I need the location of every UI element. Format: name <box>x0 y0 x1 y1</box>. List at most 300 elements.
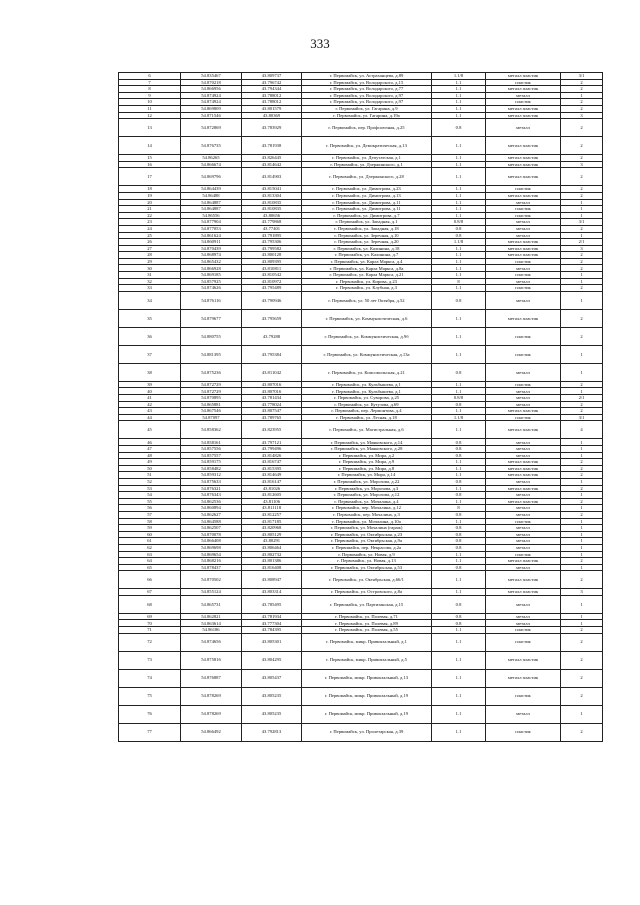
cell-longitude: 43.795306 <box>242 239 302 246</box>
cell-latitude: 54.874924 <box>181 99 242 106</box>
cell-container-volume: 0.8 <box>432 531 486 538</box>
cell-container-material: металл пластик <box>486 245 561 252</box>
cell-container-count: 1 <box>561 206 603 213</box>
cell-address: г. Первомайск, ул. Кульбышева, д.1 <box>302 388 432 395</box>
table-row <box>119 414 603 421</box>
cell-container-volume: 1.1 <box>432 421 486 439</box>
cell-address: г. Первомайск, ул. Коммунистическая, д.9б <box>302 327 432 345</box>
cell-longitude: 43.805235 <box>242 687 302 705</box>
cell-latitude: 54.860911 <box>181 239 242 246</box>
cell-row-number: 72 <box>119 633 181 651</box>
cell-container-material: металл пластик <box>486 73 561 80</box>
cell-address: г. Первомайск, ул. Партизанская, д.15 <box>302 595 432 613</box>
cell-address: г. Первомайск, ул. Комсомольская, д.21 <box>302 363 432 381</box>
cell-latitude: 54.858482 <box>181 465 242 472</box>
cell-address: г. Первомайск, ул. Володарского, д.97 <box>302 99 432 106</box>
cell-row-number: 53 <box>119 485 181 492</box>
cell-container-material: пластик <box>486 186 561 193</box>
cell-address: г. Первомайск, ул. Морозова, д.22 <box>302 478 432 485</box>
cell-container-volume: 1.1 <box>432 687 486 705</box>
cell-longitude: 43.794344 <box>242 86 302 93</box>
cell-address: г. Первомайск, ул. Октябрьская, д.23 <box>302 531 432 538</box>
cell-latitude: 54.860894 <box>181 505 242 512</box>
cell-latitude: 54.855124 <box>181 589 242 596</box>
cell-address: г. Первомайск, ул. Маяковского, д.14 <box>302 439 432 446</box>
cell-container-material: пластик <box>486 414 561 421</box>
cell-longitude: 43.812605 <box>242 492 302 499</box>
cell-container-volume: 1.1 <box>432 161 486 168</box>
cell-address: г. Первомайск, ул. Пролетарская, д.39 <box>302 723 432 741</box>
cell-container-material: металл <box>486 446 561 453</box>
cell-latitude: 54.863614 <box>181 620 242 627</box>
cell-container-volume: 1.1 <box>432 485 486 492</box>
cell-container-count: 2 <box>561 105 603 112</box>
cell-address: г. Первомайск, ул. Суворова, д.25 <box>302 395 432 402</box>
cell-container-material: металл <box>486 265 561 272</box>
cell-container-material: металл <box>486 511 561 518</box>
cell-container-material: металл пластик <box>486 168 561 186</box>
cell-container-count: 1 <box>561 705 603 723</box>
cell-latitude: 54.880755 <box>181 327 242 345</box>
cell-latitude: 54.872729 <box>181 381 242 388</box>
table-row <box>119 161 603 168</box>
table-row <box>119 408 603 415</box>
cell-container-material: металл пластик <box>486 239 561 246</box>
cell-longitude: 43.807016 <box>242 381 302 388</box>
cell-row-number: 49 <box>119 459 181 466</box>
table-row <box>119 620 603 627</box>
cell-longitude: 43.802732 <box>242 551 302 558</box>
cell-address: г. Первомайск, ул. Дзержинского, д.1 <box>302 161 432 168</box>
cell-longitude: 43.81026 <box>242 485 302 492</box>
cell-address: г. Первомайск, ул. Астраханцева, д.89 <box>302 73 432 80</box>
cell-container-volume: 0.8 <box>432 446 486 453</box>
table-row <box>119 272 603 279</box>
cell-container-volume: 1.1 <box>432 99 486 106</box>
cell-longitude: 43.810835 <box>242 206 302 213</box>
cell-address: г. Первомайск, ул. Островского, д.8а <box>302 589 432 596</box>
cell-row-number: 6 <box>119 73 181 80</box>
cell-longitude: 43.783929 <box>242 119 302 137</box>
cell-container-volume: 1.1/8 <box>432 73 486 80</box>
cell-row-number: 22 <box>119 212 181 219</box>
cell-container-material: пластик <box>486 272 561 279</box>
cell-address: г. Первомайск, микр. Привокзальный, д.1 <box>302 633 432 651</box>
cell-container-count: 2 <box>561 99 603 106</box>
table-row <box>119 525 603 532</box>
cell-longitude: 43.779868 <box>242 219 302 226</box>
table-row <box>119 363 603 381</box>
cell-container-material: металл <box>486 119 561 137</box>
cell-address: г. Первомайск, ул. Кирова, д.23 <box>302 278 432 285</box>
cell-address: г. Первомайск, пер. Некрасова, д.2а <box>302 544 432 551</box>
cell-longitude: 43.812257 <box>242 511 302 518</box>
cell-container-volume: 1.1 <box>432 518 486 525</box>
cell-container-count: 2 <box>561 401 603 408</box>
cell-container-count: 2 <box>561 459 603 466</box>
cell-container-material: металл <box>486 531 561 538</box>
cell-latitude: 54.868974 <box>181 252 242 259</box>
table-row <box>119 465 603 472</box>
cell-row-number: 23 <box>119 219 181 226</box>
table-row <box>119 186 603 193</box>
cell-longitude: 43.804295 <box>242 651 302 669</box>
cell-longitude: 43.807016 <box>242 388 302 395</box>
cell-container-volume: 0.8 <box>432 525 486 532</box>
cell-latitude: 54.86488 <box>181 192 242 199</box>
cell-container-count: 2 <box>561 327 603 345</box>
cell-container-material: пластик <box>486 627 561 634</box>
cell-container-count: 1 <box>561 620 603 627</box>
cell-container-material: металл пластик <box>486 137 561 155</box>
cell-address: г. Первомайск, ул. Кульбышева, д.1 <box>302 381 432 388</box>
cell-container-material: металл <box>486 452 561 459</box>
cell-row-number: 65 <box>119 564 181 571</box>
cell-address: г. Первомайск, микр. Привокзальный, д.13 <box>302 669 432 687</box>
cell-longitude: 43.810811 <box>242 265 302 272</box>
cell-container-count: 2 <box>561 155 603 162</box>
cell-container-count: 3 <box>561 161 603 168</box>
cell-address: г. Первомайск, ул. Мочалина, д.4 <box>302 498 432 505</box>
table-row <box>119 439 603 446</box>
cell-container-volume: 1.1 <box>432 551 486 558</box>
cell-longitude: 43.810835 <box>242 199 302 206</box>
cell-container-volume: 1.1 <box>432 252 486 259</box>
cell-container-volume: 0.8 <box>432 363 486 381</box>
cell-longitude: 43.781934 <box>242 613 302 620</box>
cell-container-material: металл пластик <box>486 498 561 505</box>
cell-address: г. Первомайск, ул. Володарского, д.15 <box>302 79 432 86</box>
cell-container-count: 1 <box>561 551 603 558</box>
table-row <box>119 285 603 292</box>
table-row <box>119 168 603 186</box>
cell-container-volume: 0.8/8 <box>432 395 486 402</box>
cell-container-volume: 1.1 <box>432 459 486 466</box>
cell-container-volume: 1.1 <box>432 705 486 723</box>
cell-container-volume: 1.1 <box>432 345 486 363</box>
cell-row-number: 38 <box>119 363 181 381</box>
cell-latitude: 54.871546 <box>181 112 242 119</box>
cell-container-volume: 1.1 <box>432 86 486 93</box>
cell-address: г. Первомайск, ул. Мира, д.2 <box>302 452 432 459</box>
cell-longitude: 43.800128 <box>242 252 302 259</box>
cell-row-number: 59 <box>119 525 181 532</box>
cell-row-number: 21 <box>119 206 181 213</box>
cell-container-volume: 0.8 <box>432 439 486 446</box>
cell-container-volume: 1.1 <box>432 388 486 395</box>
cell-latitude: 54.872869 <box>181 119 242 137</box>
cell-container-count: 3 <box>561 589 603 596</box>
cell-longitude: 43.826445 <box>242 155 302 162</box>
cell-longitude: 43.816408 <box>242 564 302 571</box>
cell-container-volume: 8 <box>432 278 486 285</box>
cell-container-volume: 1.1 <box>432 381 486 388</box>
cell-container-count: 2/1 <box>561 395 603 402</box>
cell-address: г. Первомайск, ул. Демократическая, д.13 <box>302 137 432 155</box>
cell-latitude: 54.878269 <box>181 687 242 705</box>
table-row <box>119 105 603 112</box>
cell-container-count: 2 <box>561 558 603 565</box>
cell-longitude: 43.806464 <box>242 544 302 551</box>
cell-longitude: 43.785495 <box>242 595 302 613</box>
cell-row-number: 13 <box>119 119 181 137</box>
cell-address: г. Первомайск, ул. 50 лет Октября, д.52 <box>302 291 432 309</box>
cell-row-number: 14 <box>119 137 181 155</box>
cell-container-volume: 1.1 <box>432 589 486 596</box>
cell-longitude: 43.814642 <box>242 161 302 168</box>
cell-longitude: 43.811118 <box>242 505 302 512</box>
cell-container-material: пластик <box>486 345 561 363</box>
table-row <box>119 401 603 408</box>
cell-latitude: 54.876887 <box>181 669 242 687</box>
cell-longitude: 43.799496 <box>242 446 302 453</box>
cell-latitude: 54.866956 <box>181 86 242 93</box>
cell-container-count: 4 <box>561 421 603 439</box>
cell-row-number: 46 <box>119 439 181 446</box>
cell-container-material: металл <box>486 538 561 545</box>
table-row <box>119 687 603 705</box>
cell-container-material: металл пластик <box>486 309 561 327</box>
table-row <box>119 613 603 620</box>
cell-longitude: 43.814649 <box>242 472 302 479</box>
cell-latitude: 54.86556 <box>181 212 242 219</box>
cell-container-count: 1 <box>561 613 603 620</box>
cell-longitude: 43.814826 <box>242 452 302 459</box>
cell-longitude: 43.795384 <box>242 345 302 363</box>
cell-address: г. Первомайск, ул. Кутузова, д.69 <box>302 401 432 408</box>
cell-container-volume: 1.1/8 <box>432 414 486 421</box>
cell-latitude: 54.864887 <box>181 206 242 213</box>
cell-container-material: металл <box>486 492 561 499</box>
cell-container-volume: 0.8 <box>432 232 486 239</box>
cell-container-material: металл пластик <box>486 669 561 687</box>
cell-container-count: 2 <box>561 79 603 86</box>
cell-row-number: 41 <box>119 395 181 402</box>
cell-container-material: пластик <box>486 212 561 219</box>
cell-row-number: 37 <box>119 345 181 363</box>
cell-container-volume: 1.1 <box>432 192 486 199</box>
cell-container-count: 2 <box>561 465 603 472</box>
cell-row-number: 34 <box>119 291 181 309</box>
cell-container-count: 1 <box>561 92 603 99</box>
cell-container-count: 2 <box>561 408 603 415</box>
cell-container-count: 2 <box>561 119 603 137</box>
cell-container-count: 1 <box>561 544 603 551</box>
cell-latitude: 54.835467 <box>181 73 242 80</box>
cell-container-count: 1 <box>561 531 603 538</box>
cell-longitude: 43.816747 <box>242 459 302 466</box>
cell-address: г. Первомайск, ул. Маяковского, д.28 <box>302 446 432 453</box>
table-row <box>119 381 603 388</box>
cell-latitude: 54.867546 <box>181 408 242 415</box>
cell-row-number: 67 <box>119 589 181 596</box>
cell-container-count: 2 <box>561 86 603 93</box>
cell-latitude: 54.869185 <box>181 272 242 279</box>
table-row <box>119 498 603 505</box>
cell-container-material: металл <box>486 613 561 620</box>
cell-longitude: 43.809737 <box>242 73 302 80</box>
cell-container-material: металл пластик <box>486 252 561 259</box>
cell-address: г. Первомайск, ул. Димитрова, д.13 <box>302 192 432 199</box>
cell-longitude: 43.820968 <box>242 525 302 532</box>
cell-latitude: 54.870502 <box>181 571 242 589</box>
cell-row-number: 10 <box>119 99 181 106</box>
cell-container-volume: 1.1 <box>432 199 486 206</box>
cell-container-count: 3 <box>561 245 603 252</box>
cell-container-volume: 1.1 <box>432 327 486 345</box>
cell-address: г. Первомайск, микр. Привокзальный, д.19 <box>302 705 432 723</box>
cell-address: г. Первомайск, ул. Западная, д.18 <box>302 225 432 232</box>
cell-container-volume: 1.1 <box>432 105 486 112</box>
cell-row-number: 66 <box>119 571 181 589</box>
cell-longitude: 43.791895 <box>242 232 302 239</box>
table-row <box>119 452 603 459</box>
cell-row-number: 50 <box>119 465 181 472</box>
cell-address: г. Первомайск, ул. Лесная, д.18 <box>302 414 432 421</box>
cell-container-material: пластик <box>486 327 561 345</box>
cell-container-volume: 0.8 <box>432 492 486 499</box>
cell-longitude: 43.809395 <box>242 258 302 265</box>
cell-row-number: 76 <box>119 705 181 723</box>
cell-container-volume: 1.1 <box>432 92 486 99</box>
cell-container-volume: 1.1 <box>432 465 486 472</box>
cell-container-volume: 1.1 <box>432 168 486 186</box>
cell-container-count: 1 <box>561 595 603 613</box>
cell-container-volume: 0.8 <box>432 478 486 485</box>
cell-latitude: 54.857556 <box>181 446 242 453</box>
cell-row-number: 15 <box>119 155 181 162</box>
cell-longitude: 43.805235 <box>242 705 302 723</box>
cell-longitude: 43.801579 <box>242 105 302 112</box>
cell-container-count: 2 <box>561 687 603 705</box>
cell-container-volume: 0.8 <box>432 401 486 408</box>
table-row <box>119 225 603 232</box>
cell-container-count: 2 <box>561 225 603 232</box>
cell-longitude: 43.805301 <box>242 633 302 651</box>
cell-row-number: 33 <box>119 285 181 292</box>
cell-address: г. Первомайск, ул. Новая, д.9 <box>302 551 432 558</box>
table-row <box>119 571 603 589</box>
cell-longitude: 43.813304 <box>242 192 302 199</box>
cell-container-volume: 1.1 <box>432 285 486 292</box>
container-sites-table <box>118 72 603 742</box>
cell-row-number: 55 <box>119 498 181 505</box>
cell-row-number: 45 <box>119 421 181 439</box>
cell-latitude: 54.878437 <box>181 564 242 571</box>
cell-container-material: металл <box>486 278 561 285</box>
cell-latitude: 54.874924 <box>181 92 242 99</box>
cell-container-count: 2/1 <box>561 239 603 246</box>
cell-container-count: 2 <box>561 485 603 492</box>
cell-container-count: 2 <box>561 669 603 687</box>
table-row <box>119 86 603 93</box>
cell-longitude: 43.781938 <box>242 137 302 155</box>
cell-row-number: 12 <box>119 112 181 119</box>
cell-container-count: 3 <box>561 112 603 119</box>
cell-container-volume: 1.1 <box>432 272 486 279</box>
cell-container-count: 2 <box>561 168 603 186</box>
cell-row-number: 43 <box>119 408 181 415</box>
cell-container-volume: 0.8 <box>432 291 486 309</box>
cell-latitude: 54.864887 <box>181 199 242 206</box>
cell-latitude: 54.876321 <box>181 485 242 492</box>
cell-container-count: 2 <box>561 651 603 669</box>
cell-container-material: металл пластик <box>486 465 561 472</box>
cell-address: г. Первомайск, ул. Полевая, д.71 <box>302 613 432 620</box>
cell-latitude: 54.870078 <box>181 531 242 538</box>
cell-container-count: 3/1 <box>561 414 603 421</box>
cell-latitude: 54.869654 <box>181 551 242 558</box>
cell-container-count: 2 <box>561 309 603 327</box>
cell-container-material: металл пластик <box>486 651 561 669</box>
cell-container-count: 1 <box>561 478 603 485</box>
cell-latitude: 54.876343 <box>181 492 242 499</box>
cell-address: г. Первомайск, ул. Западная, д.1 <box>302 219 432 226</box>
cell-latitude: 54.865432 <box>181 258 242 265</box>
cell-address: г. Первомайск, ул. Коммунистическая, д.13а <box>302 345 432 363</box>
cell-address: г. Первомайск, ул. Гагарина, д.9 <box>302 105 432 112</box>
cell-row-number: 63 <box>119 551 181 558</box>
table-row <box>119 219 603 226</box>
cell-container-material: металл пластик <box>486 155 561 162</box>
table-row <box>119 265 603 272</box>
cell-row-number: 11 <box>119 105 181 112</box>
cell-address: г. Первомайск, ул. Мира, д.8 <box>302 465 432 472</box>
cell-row-number: 62 <box>119 544 181 551</box>
cell-row-number: 69 <box>119 613 181 620</box>
cell-container-material: пластик <box>486 381 561 388</box>
cell-container-material: металл пластик <box>486 589 561 596</box>
cell-address: г. Первомайск, ул. Мочалина (гараж) <box>302 525 432 532</box>
cell-address: г. Первомайск, ул. Коммунистическая, д.6 <box>302 309 432 327</box>
table-row <box>119 723 603 741</box>
table-row <box>119 112 603 119</box>
cell-latitude: 54.870895 <box>181 395 242 402</box>
table-row <box>119 232 603 239</box>
cell-address: г. Первомайск, пер. Мочалина, д.12 <box>302 505 432 512</box>
cell-container-volume: 0.8 <box>432 538 486 545</box>
table-row <box>119 258 603 265</box>
cell-container-count: 2 <box>561 723 603 741</box>
cell-latitude: 54.866674 <box>181 161 242 168</box>
cell-container-material: металл <box>486 505 561 512</box>
cell-address: г. Первомайск, ул. Гагарина, д.19а <box>302 112 432 119</box>
cell-address: г. Первомайск, ул. Октябрьская, д.9а <box>302 538 432 545</box>
cell-container-volume: 1.1 <box>432 309 486 327</box>
cell-latitude: 54.862507 <box>181 525 242 532</box>
cell-container-volume: 0.8 <box>432 511 486 518</box>
cell-latitude: 54.878269 <box>181 705 242 723</box>
cell-container-count: 2 <box>561 472 603 479</box>
cell-container-volume: 1.1 <box>432 472 486 479</box>
cell-longitude: 43.799582 <box>242 245 302 252</box>
table-row <box>119 278 603 285</box>
table-row <box>119 73 603 80</box>
cell-container-volume: 1.1 <box>432 155 486 162</box>
table-row <box>119 291 603 309</box>
cell-container-volume: 0.8 <box>432 595 486 613</box>
cell-latitude: 54.866492 <box>181 723 242 741</box>
cell-container-count: 2 <box>561 252 603 259</box>
cell-container-material: металл <box>486 478 561 485</box>
cell-row-number: 48 <box>119 452 181 459</box>
table-row <box>119 564 603 571</box>
cell-latitude: 54.857925 <box>181 278 242 285</box>
cell-latitude: 54.86265 <box>181 155 242 162</box>
cell-longitude: 43.80291 <box>242 538 302 545</box>
cell-row-number: 56 <box>119 505 181 512</box>
table-row <box>119 421 603 439</box>
